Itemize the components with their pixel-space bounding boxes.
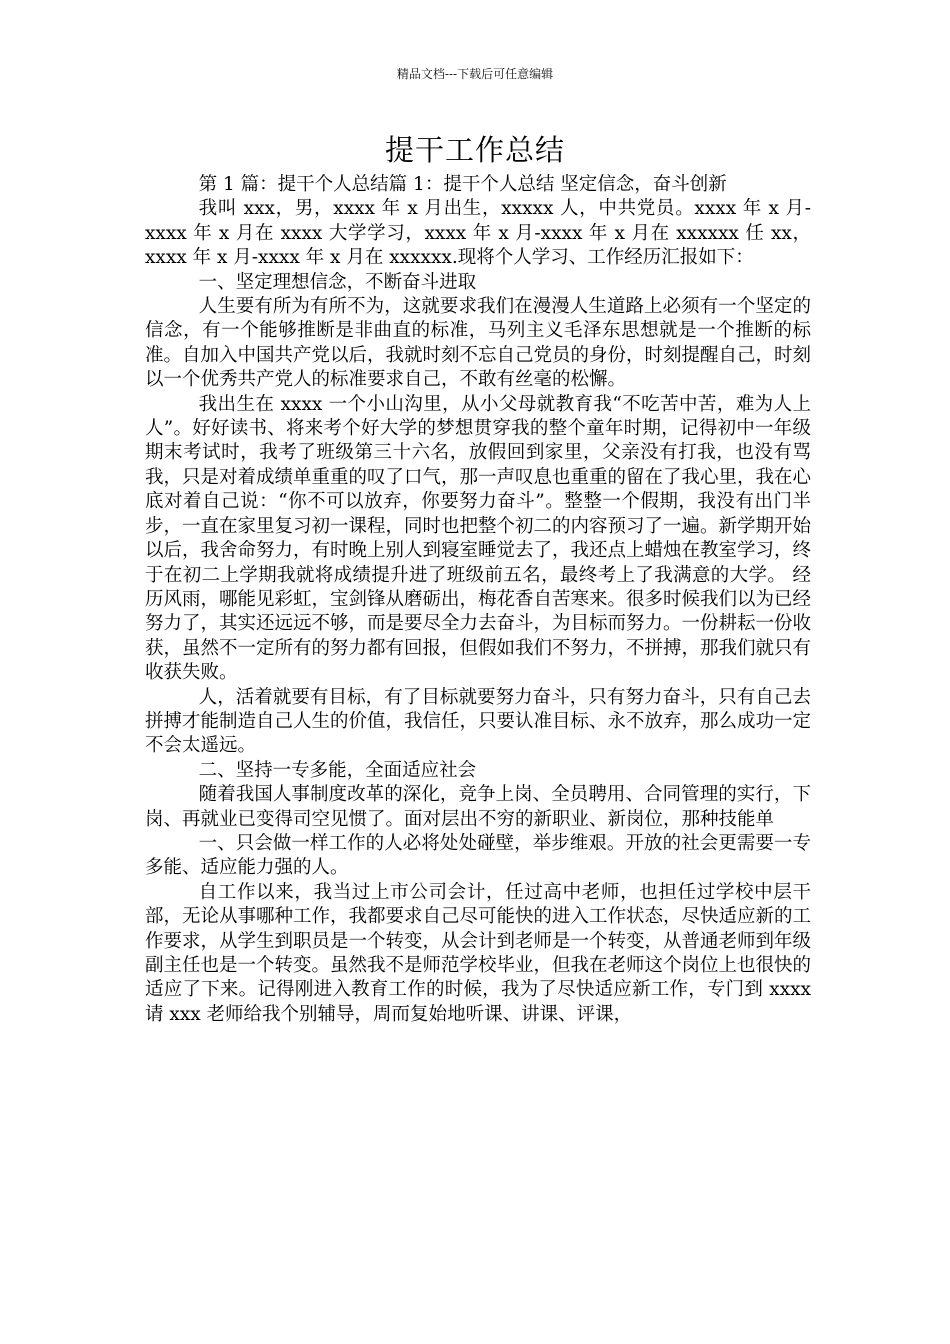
paragraph: 自工作以来，我当过上市公司会计，任过高中老师，也担任过学校中层干部，无论从事哪种工作，我都要求自己尽可能快的进入工作状态，尽快适应新的工作要求，从学生到职员是一个转变，从会计到老师是一个转变，从普通老师到年级副主任也是一个转变。虽然我不是师范学校毕业，但我在老师这个岗位上也很快的适应了下来。记得刚进入教育工作的时候，我为了尽快适应新工作，专门到 xxxx 请 xxx 老师给我个别辅导，周而复始地听课、讲课、评课，: [145, 881, 812, 1025]
paragraph: 随着我国人事制度改革的深化，竞争上岗、全员聘用、合同管理的实行，下岗、再就业已变得司空见惯了。面对层出不穷的新职业、新岗位，那种技能单: [145, 784, 811, 830]
document-title: 提干工作总结: [384, 133, 565, 167]
section-heading: 第 1 篇：提干个人总结篇 1：提干个人总结 坚定信念，奋斗创新: [198, 174, 727, 195]
paragraph: 我出生在 xxxx 一个小山沟里，从小父母就教育我“不吃苦中苦，难为人上人”。好好读书、将来考个好大学的梦想贯穿我的整个童年时期，记得初中一年级期末考试时，我考了班级第三十六名，放假回到家里，父亲没有打我，也没有骂我，只是对着成绩单重重的叹了口气，那一声叹息也重重的留在了我心里，我在心底对着自己说：“你不可以放弃，你要努力奋斗”。整整一个假期，我没有出门半步，一直在家里复习初一课程，同时也把整个初二的内容预习了一遍。新学期开始以后，我舍命努力，有时晚上别人到寝室睡觉去了，我还点上蜡烛在教室学习，终于在初二上学期我就将成绩提升进了班级前五名，最终考上了我满意的大学。 经历风雨，哪能见彩虹，宝剑锋从磨砺出，梅花香自苦寒来。很多时候我们以为已经努力了，其实还远远不够，而是要尽全力去奋斗，为目标而努力。一份耕耘一份收获，虽然不一定所有的努力都有回报，但假如我们不努力，不拼搏，那我们就只有收获失败。: [145, 393, 812, 684]
paragraph: 一、只会做一样工作的人必将处处碰壁，举步维艰。开放的社会更需要一专多能、适应能力强的人。: [145, 832, 811, 879]
paragraph: 人，活着就要有目标，有了目标就要努力奋斗，只有努力奋斗，只有自己去拼搏才能制造自己人生的价值，我信任，只要认准目标、永不放弃，那么成功一定不会太遥远。: [145, 686, 812, 757]
document-body: [145, 173, 811, 1027]
subheading: 一、坚定理想信念，不断奋斗进取: [198, 271, 477, 293]
paragraph: 我叫 xxx，男，xxxx 年 x 月出生，xxxxx 人，中共党员。xxxx 年 x 月-xxxx 年 x 月在 xxxx 大学学习，xxxx 年 x 月-xxxx 年 x 月在 xxxxxx 任 xx，xxxx 年 x 月-xxxx 年 x 月在 xxxxxx.现将个人学习、工作经历汇报如下：: [145, 198, 811, 269]
subheading: 二、坚持一专多能，全面适应社会: [198, 759, 477, 781]
page-header: 精品文档---下载后可任意编辑: [396, 67, 554, 81]
paragraph: 人生要有所为有所不为，这就要求我们在漫漫人生道路上必须有一个坚定的信念，有一个能够推断是非曲直的标准，马列主义毛泽东思想就是一个推断的标准。自加入中国共产党以后，我就时刻不忘自己党员的身份，时刻提醒自己，时刻以一个优秀共产党人的标准要求自己，不敢有丝毫的松懈。: [145, 296, 812, 391]
